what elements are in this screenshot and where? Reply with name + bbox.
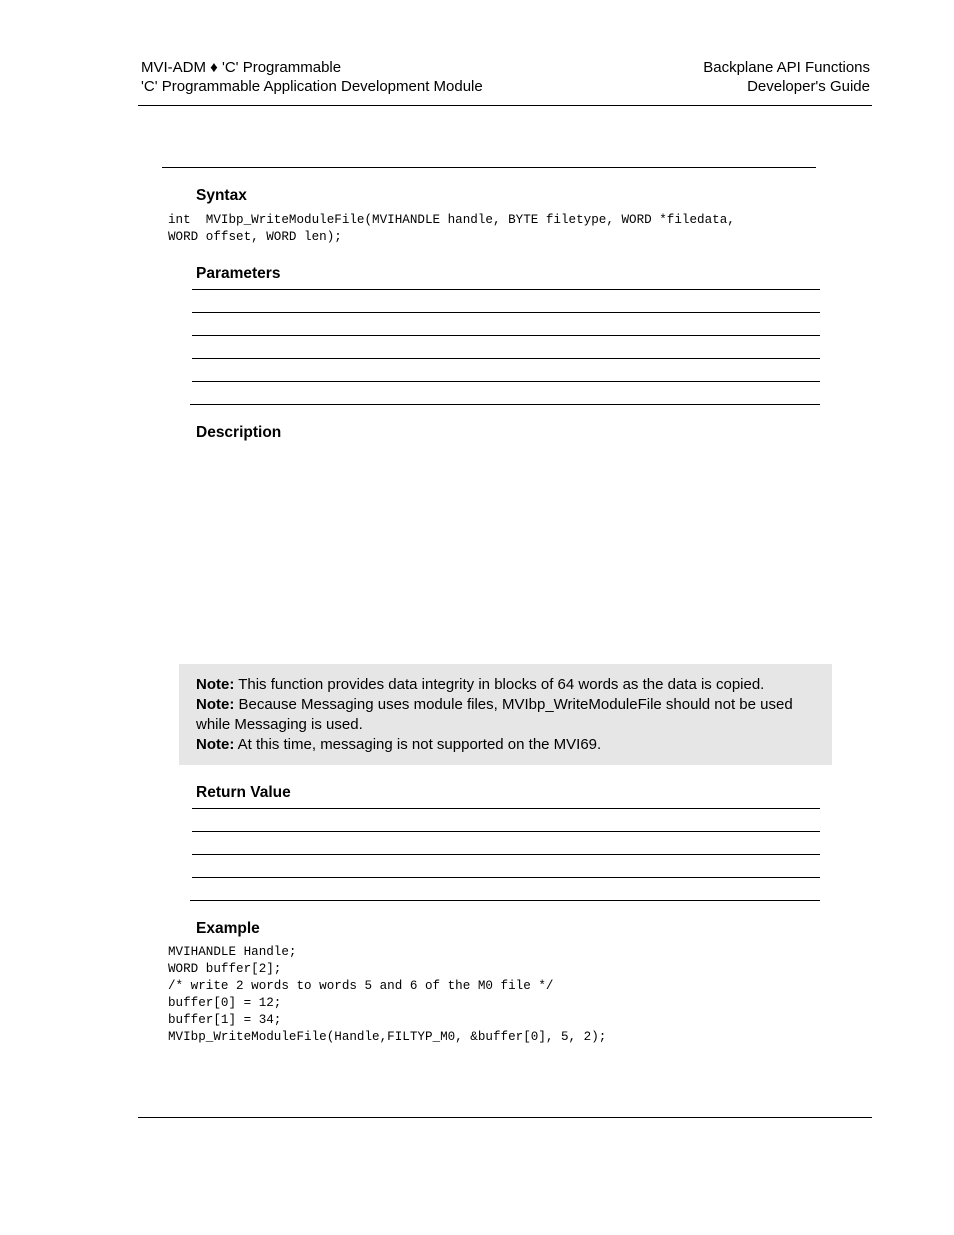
note-label: Note: xyxy=(196,696,235,713)
example-heading: Example xyxy=(196,920,260,937)
syntax-code: int MVIbp_WriteModuleFile(MVIHANDLE handle, BYTE filetype, WORD *filedata, WORD offset, WORD len); xyxy=(168,213,735,244)
description-heading: Description xyxy=(196,424,282,441)
note-label: Note: xyxy=(196,676,235,693)
note-label: Note: xyxy=(196,736,235,753)
table-rule xyxy=(192,289,820,290)
header-right xyxy=(703,58,870,96)
table-rule xyxy=(192,312,820,313)
table-rule xyxy=(192,854,820,855)
table-rule xyxy=(192,381,820,382)
table-rule xyxy=(190,900,820,901)
function-title-rule xyxy=(162,167,816,168)
note-1 xyxy=(196,675,816,695)
example-code: MVIHANDLE Handle; WORD buffer[2]; /* write 2 words to words 5 and 6 of the M0 file */ buffer[0] = 12; buffer[1] = 34; MVIbp_WriteModuleFile(Handle,FILTYP_M0, &buffer[0], 5, 2); xyxy=(168,945,607,1044)
header-rule xyxy=(138,105,872,106)
return-value-heading: Return Value xyxy=(196,784,291,801)
table-rule xyxy=(192,831,820,832)
header-product-subtitle: 'C' Programmable Application Development Module xyxy=(141,78,483,95)
table-rule xyxy=(192,335,820,336)
footer-rule xyxy=(138,1117,872,1118)
note-text: At this time, messaging is not supported on the MVI69. xyxy=(234,736,602,753)
note-text: This function provides data integrity in blocks of 64 words as the data is copied. xyxy=(234,676,765,693)
header-product-title: MVI-ADM ♦ 'C' Programmable xyxy=(141,59,342,76)
table-rule xyxy=(190,404,820,405)
parameters-heading: Parameters xyxy=(196,265,281,282)
header-left xyxy=(141,58,483,96)
table-rule xyxy=(192,358,820,359)
note-2 xyxy=(196,695,816,735)
note-box xyxy=(179,664,832,765)
table-rule xyxy=(192,877,820,878)
header-section-title: Backplane API Functions xyxy=(703,59,870,76)
header-guide-title: Developer's Guide xyxy=(747,78,870,95)
syntax-heading: Syntax xyxy=(196,187,247,204)
note-text: Because Messaging uses module files, MVIbp_WriteModuleFile should not be used while Messaging is used. xyxy=(196,696,793,733)
note-3 xyxy=(196,735,816,755)
table-rule xyxy=(192,808,820,809)
